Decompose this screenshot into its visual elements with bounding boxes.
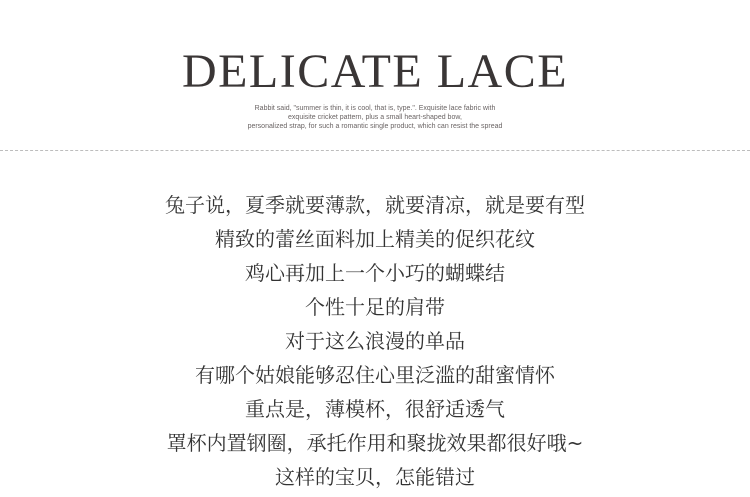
subtitle-line: Rabbit said, "summer is thin, it is cool, that is, type.". Exquisite lace fabric with bbox=[254, 105, 496, 112]
description-line: 兔子说，夏季就要薄款，就要清凉，就是要有型 bbox=[165, 193, 585, 217]
description-line: 有哪个姑娘能够忍住心里泛滥的甜蜜情怀 bbox=[195, 363, 555, 387]
page-subtitle bbox=[0, 104, 750, 131]
description-line: 对于这么浪漫的单品 bbox=[285, 329, 465, 353]
description-line: 鸡心再加上一个小巧的蝴蝶结 bbox=[245, 261, 505, 285]
description-line: 罩杯内置钢圈，承托作用和聚拢效果都很好哦~ bbox=[166, 431, 584, 455]
description-line: 这样的宝贝，怎能错过 bbox=[275, 465, 475, 489]
page-title: DELICATE LACE bbox=[181, 45, 569, 98]
description-line: 重点是，薄模杯，很舒适透气 bbox=[245, 397, 505, 421]
description-line: 个性十足的肩带 bbox=[305, 295, 445, 319]
subtitle-line: personalized strap, for such a romantic single product, which can resist the spread bbox=[247, 123, 503, 130]
description-text bbox=[0, 188, 750, 494]
description-line: 精致的蕾丝面料加上精美的促织花纹 bbox=[215, 227, 535, 251]
dashed-divider bbox=[0, 150, 750, 151]
subtitle-line: exquisite cricket pattern, plus a small heart-shaped bow, bbox=[288, 114, 462, 121]
